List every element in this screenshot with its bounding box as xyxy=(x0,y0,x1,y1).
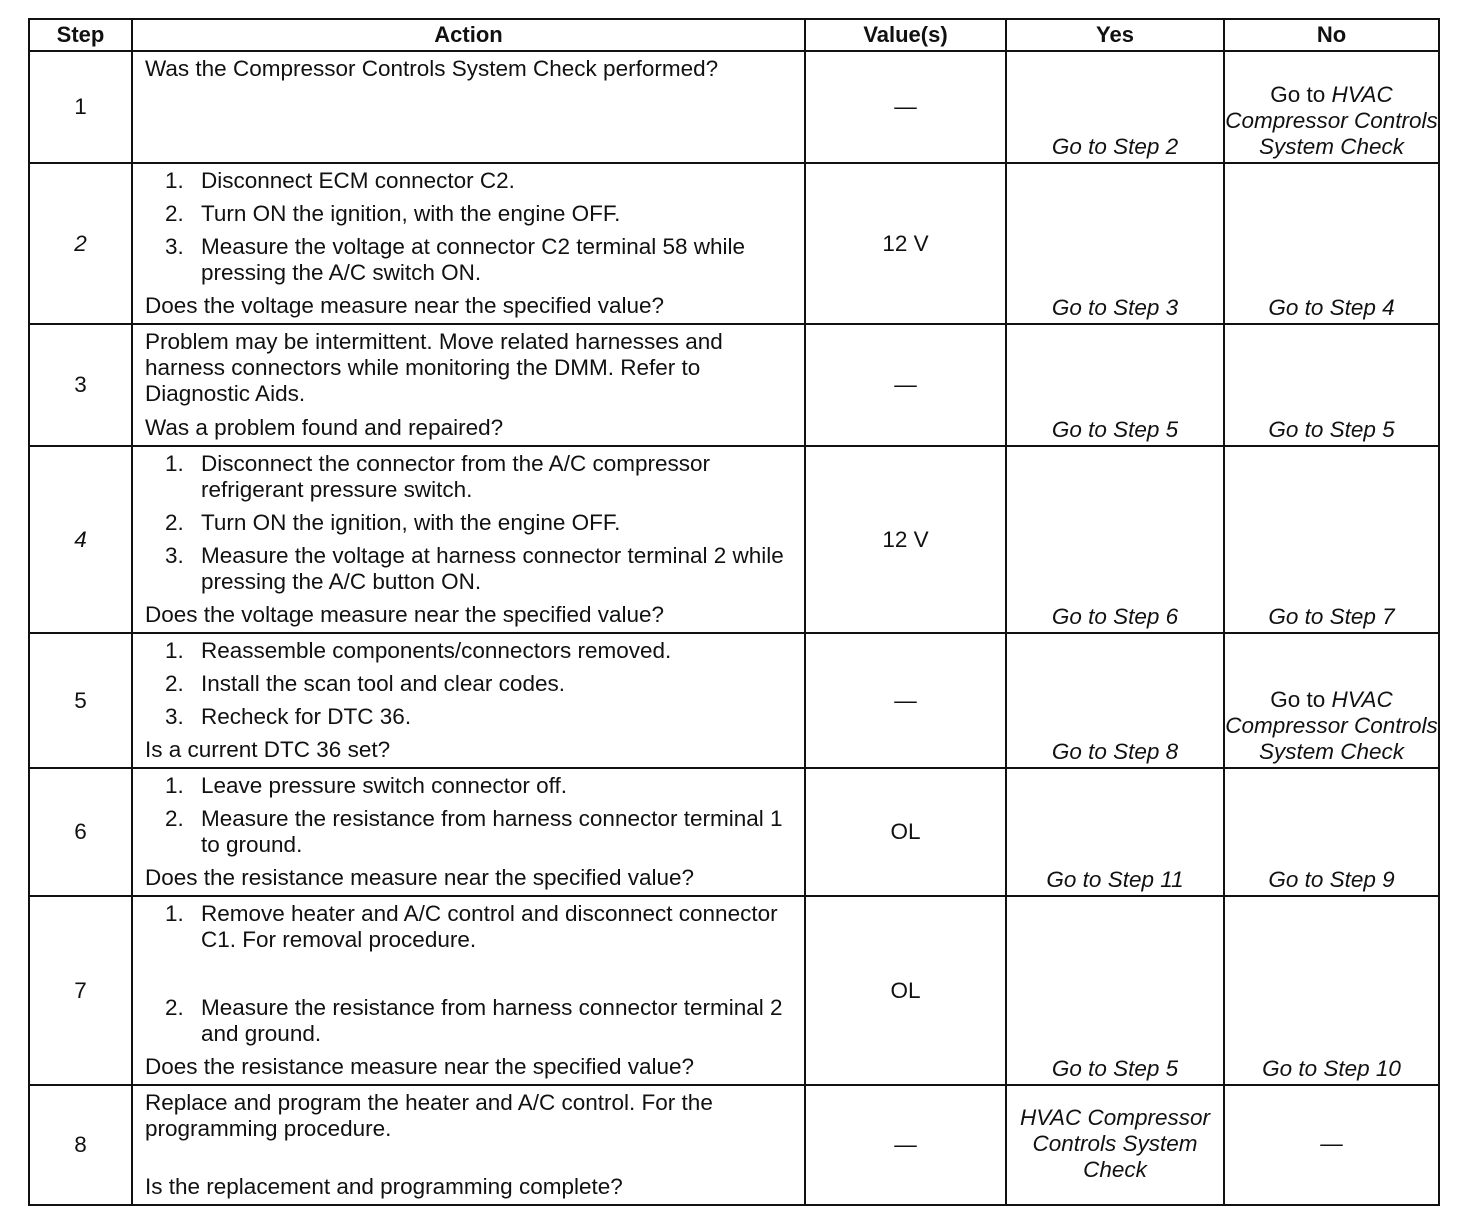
no-target: HVAC Compressor Controls System Check xyxy=(1225,687,1438,764)
value-cell: OL xyxy=(805,768,1006,896)
no-target: HVAC Compressor Controls System Check xyxy=(1225,82,1438,159)
table-row xyxy=(29,896,1439,1085)
action-cell xyxy=(132,896,805,1085)
no-cell xyxy=(1224,633,1439,768)
list-item: 2. Turn ON the ignition, with the engine OFF. xyxy=(165,201,621,226)
action-cell xyxy=(132,51,805,163)
value-cell: 12 V xyxy=(805,446,1006,633)
list-item: 1. Disconnect ECM connector C2. xyxy=(165,168,515,193)
no-cell: Go to Step 9 xyxy=(1224,768,1439,896)
action-question: Does the resistance measure near the specified value? xyxy=(145,865,695,890)
action-cell xyxy=(132,1085,805,1205)
step-number: 1 xyxy=(29,51,132,163)
no-cell: Go to Step 4 xyxy=(1224,163,1439,324)
action-question: Is the replacement and programming complete? xyxy=(145,1174,623,1199)
action-question: Is a current DTC 36 set? xyxy=(145,737,391,762)
yes-cell: HVAC Compressor Controls System Check xyxy=(1006,1085,1224,1205)
no-cell: — xyxy=(1224,1085,1439,1205)
action-text: Problem may be intermittent. Move related harnesses and harness connectors while monitoring the DMM. Refer to Diagnostic Aids. xyxy=(145,329,723,406)
no-cell: Go to Step 10 xyxy=(1224,896,1439,1085)
step-number: 5 xyxy=(29,633,132,768)
step-number: 2 xyxy=(29,163,132,324)
list-item: 2. Turn ON the ignition, with the engine OFF. xyxy=(165,510,621,535)
action-question: Does the resistance measure near the specified value? xyxy=(145,1054,695,1079)
action-cell xyxy=(132,768,805,896)
header-step: Step xyxy=(29,19,132,51)
step-number: 6 xyxy=(29,768,132,896)
value-cell: — xyxy=(805,324,1006,446)
table-row xyxy=(29,163,1439,324)
no-cell: Go to Step 5 xyxy=(1224,324,1439,446)
list-item: 1. Reassemble components/connectors removed. xyxy=(165,638,672,663)
list-item: 2. Measure the resistance from harness connector terminal 2 and ground. xyxy=(165,995,783,1046)
step-number: 7 xyxy=(29,896,132,1085)
action-cell xyxy=(132,633,805,768)
value-cell: — xyxy=(805,633,1006,768)
no-prefix: Go to xyxy=(1270,687,1326,712)
list-item: 3. Recheck for DTC 36. xyxy=(165,704,412,729)
header-values: Value(s) xyxy=(805,19,1006,51)
header-yes: Yes xyxy=(1006,19,1224,51)
value-cell: — xyxy=(805,1085,1006,1205)
action-question: Does the voltage measure near the specified value? xyxy=(145,293,665,318)
yes-cell: Go to Step 11 xyxy=(1006,768,1224,896)
table-row xyxy=(29,51,1439,163)
action-question: Was a problem found and repaired? xyxy=(145,415,504,440)
value-cell: OL xyxy=(805,896,1006,1085)
step-number: 4 xyxy=(29,446,132,633)
list-item: 3. Measure the voltage at harness connector terminal 2 while pressing the A/C button ON. xyxy=(165,543,784,594)
no-prefix: Go to xyxy=(1270,82,1326,107)
yes-cell: Go to Step 5 xyxy=(1006,896,1224,1085)
header-row xyxy=(29,19,1439,51)
action-text: Replace and program the heater and A/C control. For the programming procedure. xyxy=(145,1090,713,1141)
header-no: No xyxy=(1224,19,1439,51)
list-item: 3. Measure the voltage at connector C2 terminal 58 while pressing the A/C switch ON. xyxy=(165,234,746,285)
yes-cell: Go to Step 6 xyxy=(1006,446,1224,633)
diagnostic-table xyxy=(28,18,1440,1206)
yes-cell: Go to Step 2 xyxy=(1006,51,1224,163)
table-row xyxy=(29,633,1439,768)
step-number: 8 xyxy=(29,1085,132,1205)
table-row xyxy=(29,1085,1439,1205)
no-cell xyxy=(1224,51,1439,163)
step-number: 3 xyxy=(29,324,132,446)
table-row xyxy=(29,446,1439,633)
action-cell xyxy=(132,324,805,446)
list-item: 1. Remove heater and A/C control and disconnect connector C1. For removal procedure. xyxy=(165,901,778,952)
value-cell: 12 V xyxy=(805,163,1006,324)
list-item: 2. Install the scan tool and clear codes. xyxy=(165,671,565,696)
action-cell xyxy=(132,446,805,633)
action-text: Was the Compressor Controls System Check performed? xyxy=(145,56,719,81)
yes-cell: Go to Step 5 xyxy=(1006,324,1224,446)
action-question: Does the voltage measure near the specified value? xyxy=(145,602,665,627)
action-cell xyxy=(132,163,805,324)
table-row xyxy=(29,324,1439,446)
no-cell: Go to Step 7 xyxy=(1224,446,1439,633)
yes-cell: Go to Step 8 xyxy=(1006,633,1224,768)
table-row xyxy=(29,768,1439,896)
list-item: 1. Disconnect the connector from the A/C compressor refrigerant pressure switch. xyxy=(165,451,710,502)
value-cell: — xyxy=(805,51,1006,163)
list-item: 2. Measure the resistance from harness connector terminal 1 to ground. xyxy=(165,806,783,857)
list-item: 1. Leave pressure switch connector off. xyxy=(165,773,568,798)
yes-cell: Go to Step 3 xyxy=(1006,163,1224,324)
header-action: Action xyxy=(132,19,805,51)
